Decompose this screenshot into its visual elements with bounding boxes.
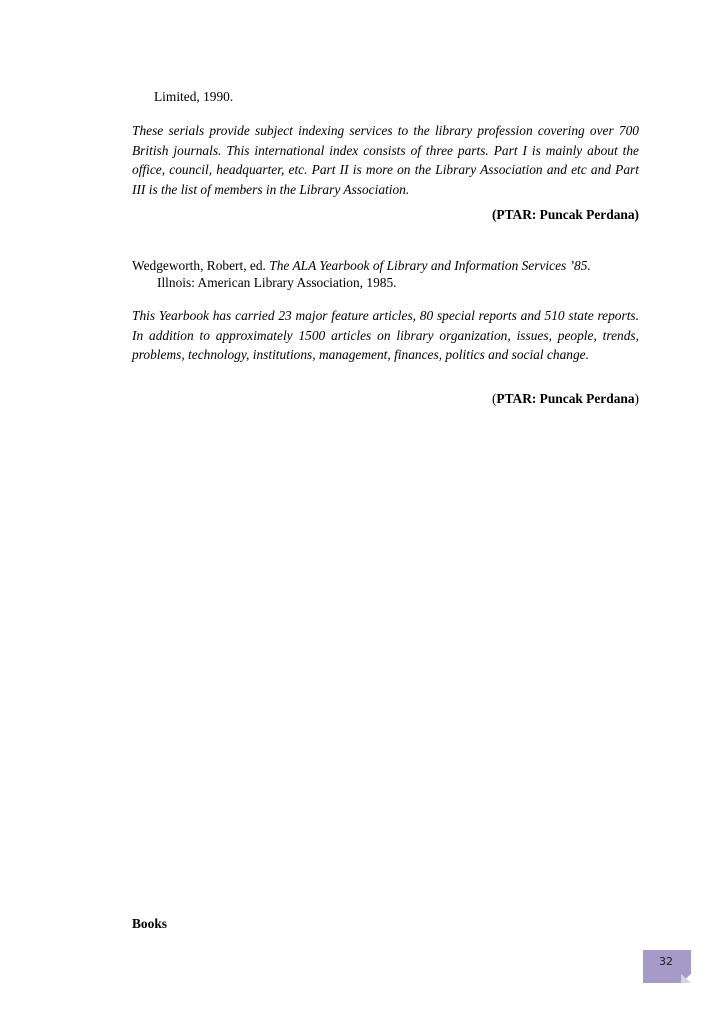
entry2-credit-open: ( [491,391,497,406]
entry1-credit: (PTAR: Puncak Perdana) [491,207,639,222]
entry2-publication: Illnois: American Library Association, 1985. [157,275,397,290]
entry2-credit [492,391,639,407]
page-tab-fold [681,974,691,983]
entry1-continuation: Limited, 1990. [154,89,234,104]
page-number: 32 [659,955,673,968]
entry1-annotation: These serials provide subject indexing services to the library profession covering over 700 British journals. This international index consists of three parts. Part I is mainly about the office, council, headquarter, etc. Part II is more on the Library Association and etc and Part III is the list of members in the Library Association. [132,123,639,197]
entry2-title: The ALA Yearbook of Library and Information Services ’85. [269,258,591,273]
entry2-annotation: This Yearbook has carried 23 major feature articles, 80 special reports and 510 state reports. In addition to approximately 1500 articles on library organization, issues, people, trends, problems, technology, institutions, management, finances, politics and social change. [132,308,639,362]
section-heading-books: Books [132,916,167,931]
entry2-author: Wedgeworth, Robert, ed. [132,258,266,273]
entry2-credit-close: ) [634,391,639,406]
entry2-credit-text: PTAR: Puncak Perdana [496,391,635,406]
entry2-citation-line1 [132,258,591,274]
